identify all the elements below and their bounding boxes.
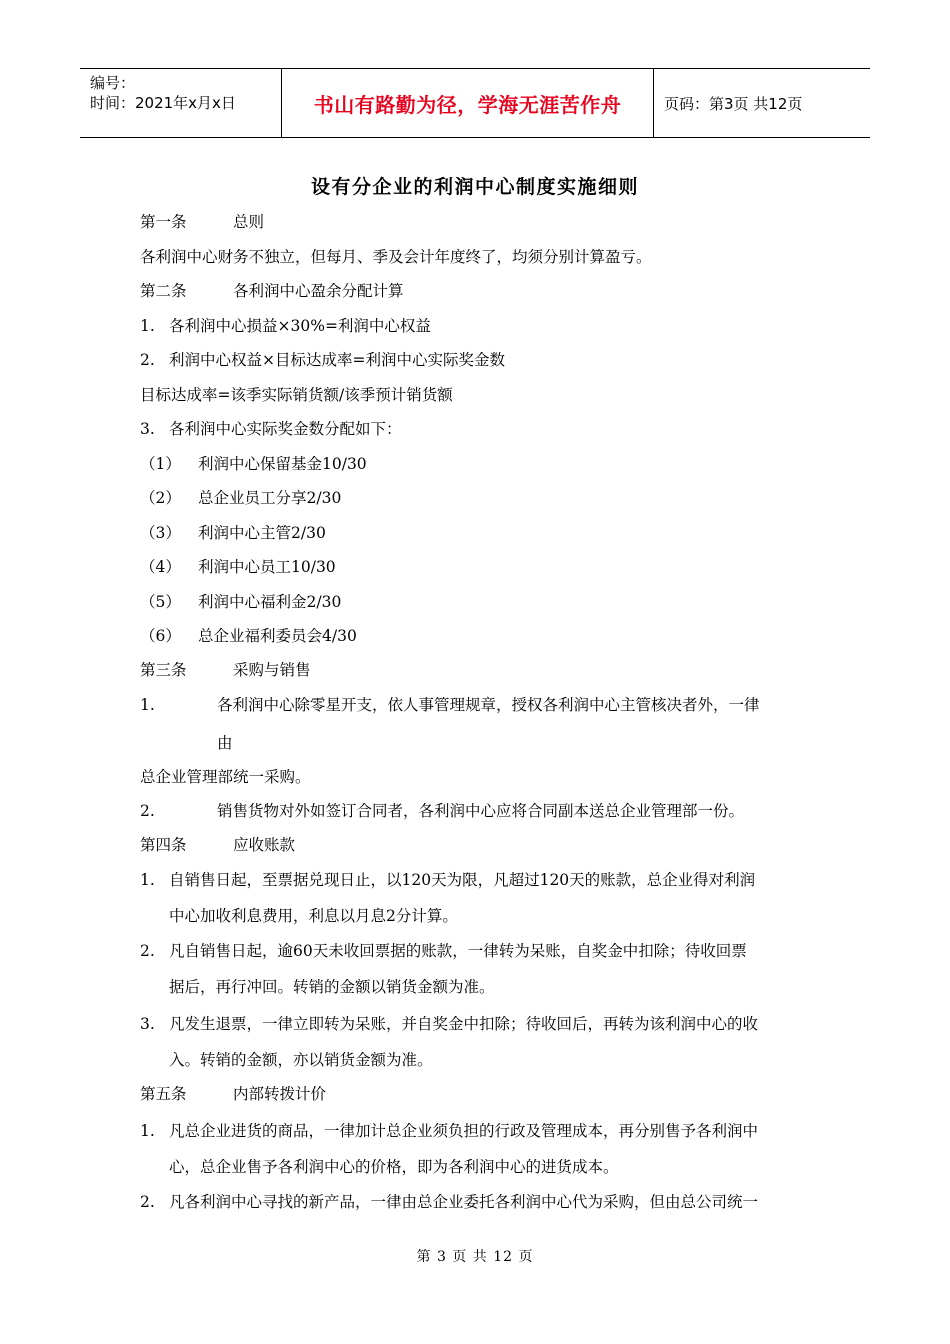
list-item bbox=[140, 1012, 758, 1036]
header-meta bbox=[80, 69, 282, 137]
item-number: 1. bbox=[140, 871, 155, 889]
item-continuation: 由 bbox=[217, 734, 233, 752]
sub-item-number: （6） bbox=[140, 627, 181, 645]
article-title: 总则 bbox=[233, 213, 265, 231]
item-number: 2. bbox=[140, 351, 155, 369]
article-number: 第五条 bbox=[140, 1085, 187, 1103]
sub-item-text: 总企业员工分享2/30 bbox=[198, 489, 342, 507]
article-title: 应收账款 bbox=[233, 836, 296, 854]
article-heading bbox=[140, 833, 295, 857]
sub-item-text: 总企业福利委员会4/30 bbox=[198, 627, 357, 645]
item-number: 1. bbox=[140, 317, 155, 335]
item-text: 凡总企业进货的商品，一律加计总企业须负担的行政及管理成本，再分别售予各利润中 bbox=[169, 1122, 759, 1140]
sub-item bbox=[140, 521, 326, 545]
article-number: 第一条 bbox=[140, 213, 187, 231]
list-item bbox=[140, 868, 755, 892]
item-number: 2. bbox=[140, 942, 155, 960]
sub-item bbox=[140, 590, 341, 614]
item-text: 自销售日起，至票据兑现日止，以120天为限，凡超过120天的账款，总企业得对利润 bbox=[169, 871, 756, 889]
sub-item-number: （1） bbox=[140, 455, 181, 473]
item-continuation: 心，总企业售予各利润中心的价格，即为各利润中心的进货成本。 bbox=[169, 1158, 619, 1176]
list-item bbox=[140, 799, 744, 823]
list-item bbox=[140, 1190, 758, 1214]
sub-item-text: 利润中心福利金2/30 bbox=[198, 593, 342, 611]
item-text: 销售货物对外如签订合同者，各利润中心应将合同副本送总企业管理部一份。 bbox=[217, 802, 745, 820]
sub-item-text: 利润中心员工10/30 bbox=[198, 558, 336, 576]
sub-item-number: （5） bbox=[140, 593, 181, 611]
list-item bbox=[140, 939, 747, 963]
article-title: 采购与销售 bbox=[233, 661, 311, 679]
header-motto: 书山有路勤为径，学海无涯苦作舟 bbox=[282, 69, 654, 137]
list-item bbox=[140, 348, 505, 372]
item-text: 凡自销售日起，逾60天未收回票据的账款，一律转为呆账，自奖金中扣除；待收回票 bbox=[169, 942, 747, 960]
list-item bbox=[140, 1119, 758, 1143]
item-number: 2. bbox=[140, 802, 155, 820]
item-number: 2. bbox=[140, 1193, 155, 1211]
document-title: 设有分企业的利润中心制度实施细则 bbox=[310, 176, 639, 198]
sub-item-number: （4） bbox=[140, 558, 181, 576]
article-number: 第三条 bbox=[140, 661, 187, 679]
article-heading bbox=[140, 210, 264, 234]
number-label: 编号： bbox=[90, 74, 136, 92]
article-heading bbox=[140, 1082, 326, 1106]
article-heading bbox=[140, 658, 311, 682]
item-continuation: 入。转销的金额，亦以销货金额为准。 bbox=[169, 1051, 433, 1069]
item-text: 凡发生退票，一律立即转为呆账，并自奖金中扣除；待收回后，再转为该利润中心的收 bbox=[169, 1015, 759, 1033]
time-label: 时间：2021年x月x日 bbox=[90, 94, 236, 112]
paragraph: 各利润中心财务不独立，但每月、季及会计年度终了，均须分别计算盈亏。 bbox=[140, 248, 652, 266]
sub-item-number: （2） bbox=[140, 489, 181, 507]
item-number: 3. bbox=[140, 1015, 155, 1033]
item-number: 1. bbox=[140, 1122, 155, 1140]
item-text: 凡各利润中心寻找的新产品，一律由总企业委托各利润中心代为采购，但由总公司统一 bbox=[169, 1193, 759, 1211]
sub-item-number: （3） bbox=[140, 524, 181, 542]
sub-item bbox=[140, 452, 367, 476]
item-text: 各利润中心损益×30%=利润中心权益 bbox=[169, 317, 431, 335]
sub-item-text: 利润中心保留基金10/30 bbox=[198, 455, 367, 473]
item-number: 1. bbox=[140, 696, 155, 714]
list-item bbox=[140, 417, 402, 441]
item-text: 各利润中心除零星开支，依人事管理规章，授权各利润中心主管核决者外，一律 bbox=[217, 696, 760, 714]
sub-item bbox=[140, 555, 336, 579]
sub-item bbox=[140, 624, 357, 648]
article-heading bbox=[140, 279, 404, 303]
article-title: 各利润中心盈余分配计算 bbox=[233, 282, 404, 300]
list-item bbox=[140, 314, 431, 338]
header-page-info: 页码：第3页 共12页 bbox=[664, 94, 803, 113]
item-continuation: 中心加收利息费用，利息以月息2分计算。 bbox=[169, 907, 458, 925]
item-text: 利润中心权益×目标达成率=利润中心实际奖金数 bbox=[169, 351, 505, 369]
paragraph: 总企业管理部统一采购。 bbox=[140, 768, 311, 786]
item-number: 3. bbox=[140, 420, 155, 438]
article-number: 第二条 bbox=[140, 282, 187, 300]
sub-item bbox=[140, 486, 341, 510]
sub-item-text: 利润中心主管2/30 bbox=[198, 524, 326, 542]
article-title: 内部转拨计价 bbox=[233, 1085, 327, 1103]
item-continuation: 据后，再行冲回。转销的金额以销货金额为准。 bbox=[169, 978, 495, 996]
article-number: 第四条 bbox=[140, 836, 187, 854]
page-footer: 第 3 页 共 12 页 bbox=[416, 1249, 534, 1265]
item-text: 各利润中心实际奖金数分配如下： bbox=[169, 420, 402, 438]
page-header bbox=[80, 68, 870, 138]
list-item bbox=[140, 693, 760, 717]
paragraph: 目标达成率=该季实际销货额/该季预计销货额 bbox=[140, 386, 453, 404]
